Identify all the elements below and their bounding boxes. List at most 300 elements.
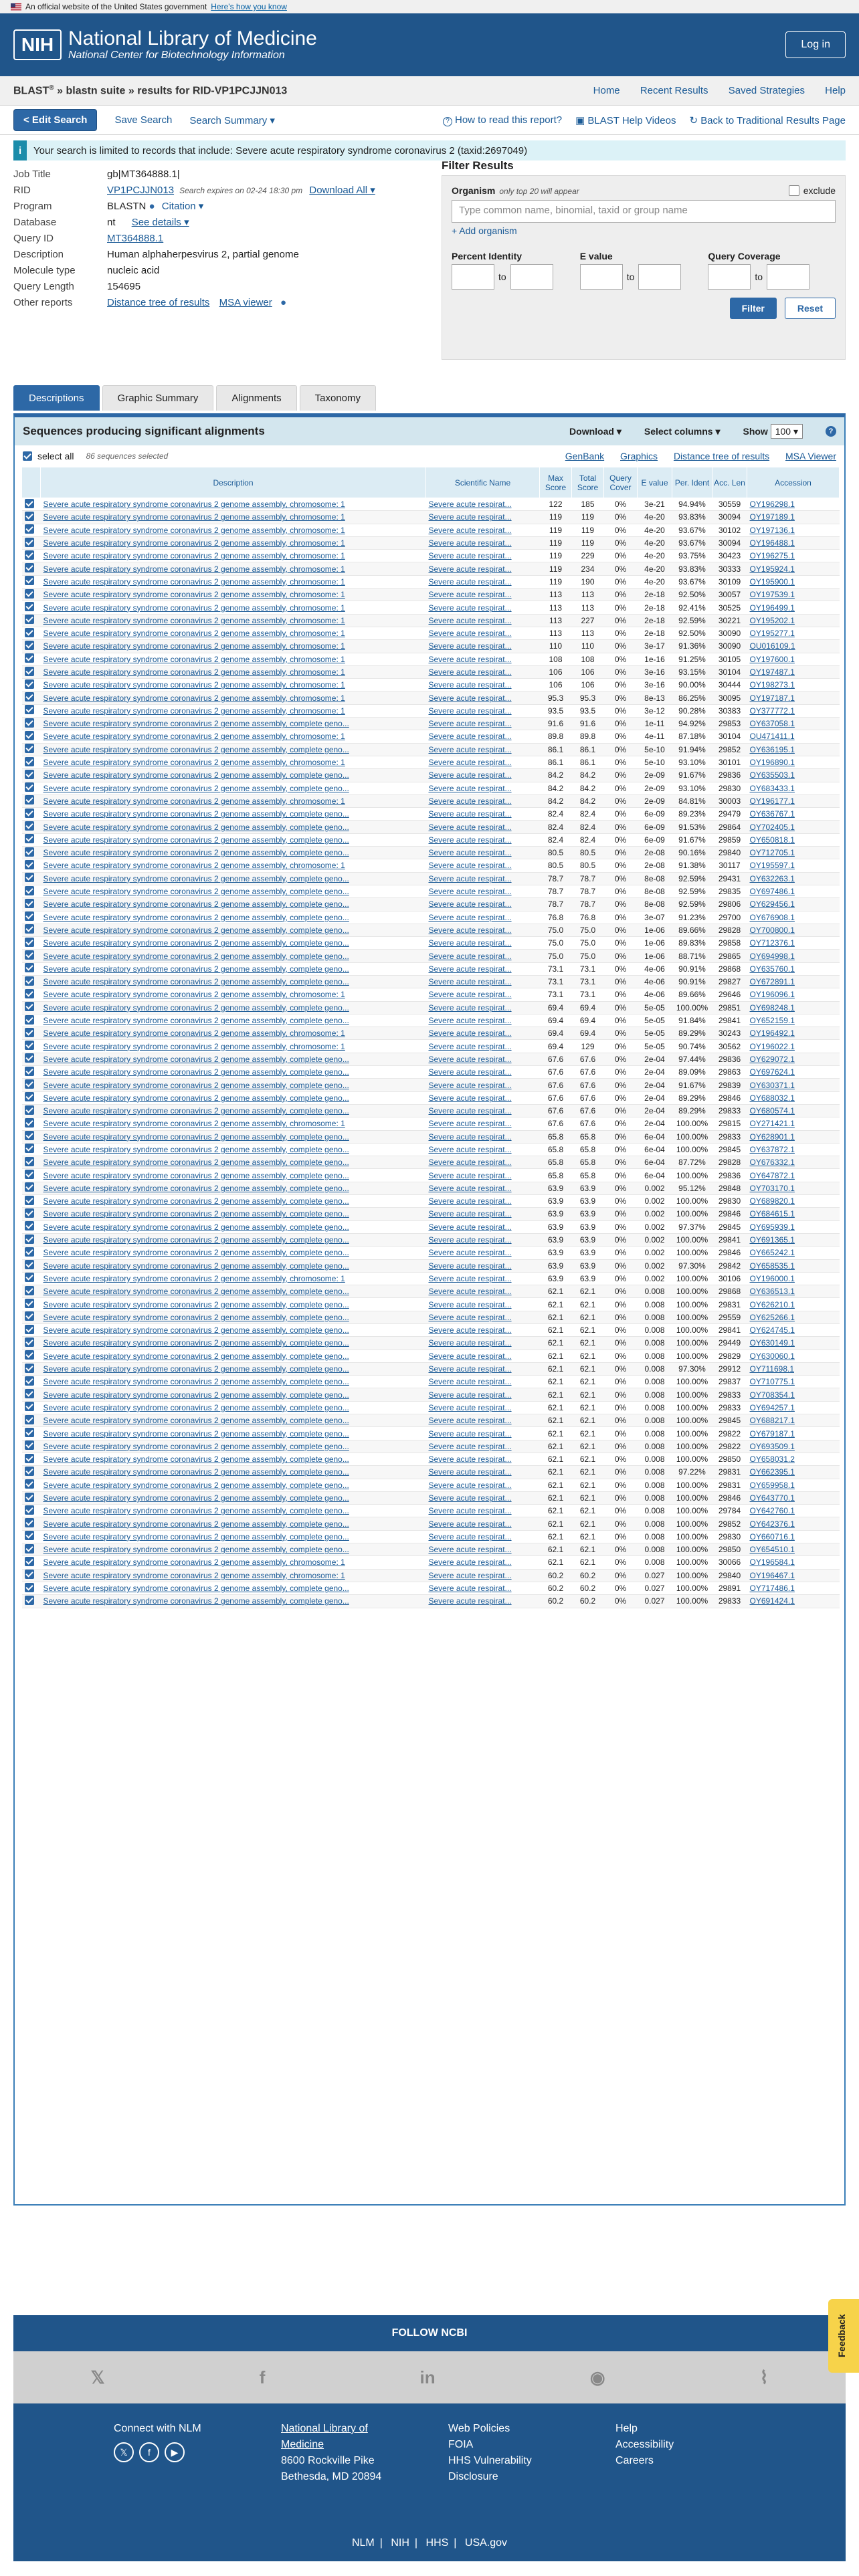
cell-scientific-name[interactable]: Severe acute respirat... [426,1440,540,1453]
row-checkbox-icon[interactable] [25,834,34,843]
cell-accession[interactable]: OY708354.1 [747,1388,840,1401]
row-checkbox-icon[interactable] [25,628,34,637]
row-checkbox-icon[interactable] [25,1092,34,1101]
careers-link[interactable]: Careers [615,2455,654,2466]
cell-accession[interactable]: OY680574.1 [747,1104,840,1117]
see-details-link[interactable]: See details ▾ [131,217,189,228]
cell-scientific-name[interactable]: Severe acute respirat... [426,962,540,975]
row-checkbox-icon[interactable] [25,1208,34,1218]
cell-description[interactable]: Severe acute respiratory syndrome coronavirus 2 genome assembly, complete geno... [41,1582,426,1594]
tab-taxonomy[interactable]: Taxonomy [300,385,376,411]
cell-description[interactable]: Severe acute respiratory syndrome coronavirus 2 genome assembly, complete geno... [41,1001,426,1014]
row-checkbox[interactable] [22,562,41,575]
cell-description[interactable]: Severe acute respiratory syndrome coronavirus 2 genome assembly, complete geno... [41,743,426,756]
cell-accession[interactable]: OY196000.1 [747,1272,840,1285]
row-checkbox[interactable] [22,511,41,524]
rss-icon[interactable]: ⌇ [759,2367,769,2387]
row-checkbox[interactable] [22,1505,41,1517]
cell-scientific-name[interactable]: Severe acute respirat... [426,1582,540,1594]
cell-scientific-name[interactable]: Severe acute respirat... [426,730,540,743]
cell-accession[interactable]: OY629072.1 [747,1053,840,1065]
citation-link[interactable]: Citation ▾ [161,201,204,212]
row-checkbox[interactable] [22,859,41,872]
download-menu[interactable]: Download ▾ [569,425,622,437]
cell-description[interactable]: Severe acute respiratory syndrome coronavirus 2 genome assembly, complete geno... [41,1169,426,1182]
login-button[interactable]: Log in [785,31,846,58]
row-checkbox[interactable] [22,1479,41,1491]
row-checkbox[interactable] [22,1569,41,1582]
row-checkbox-icon[interactable] [25,886,34,895]
cell-description[interactable]: Severe acute respiratory syndrome coronavirus 2 genome assembly, complete geno... [41,1376,426,1388]
cell-description[interactable]: Severe acute respiratory syndrome coronavirus 2 genome assembly, complete geno... [41,847,426,859]
row-checkbox-icon[interactable] [25,705,34,714]
cell-accession[interactable]: OY637058.1 [747,718,840,730]
rid-link[interactable]: VP1PCJJN013 [107,185,175,196]
cell-description[interactable]: Severe acute respiratory syndrome coronavirus 2 genome assembly, chromosome: 1 [41,627,426,639]
cell-description[interactable]: Severe acute respiratory syndrome coronavirus 2 genome assembly, chromosome: 1 [41,1040,426,1053]
row-checkbox-icon[interactable] [25,1041,34,1050]
cell-accession[interactable]: OY636767.1 [747,808,840,821]
cell-accession[interactable]: OY197487.1 [747,665,840,678]
cell-scientific-name[interactable]: Severe acute respirat... [426,640,540,653]
cell-scientific-name[interactable]: Severe acute respirat... [426,1505,540,1517]
nih-link[interactable]: NIH [391,2537,409,2549]
row-checkbox[interactable] [22,575,41,588]
feedback-button[interactable]: Feedback [828,2299,859,2373]
cell-accession[interactable]: OY697486.1 [747,885,840,897]
cell-accession[interactable]: OY630149.1 [747,1337,840,1350]
row-checkbox[interactable] [22,1156,41,1169]
cell-scientific-name[interactable]: Severe acute respirat... [426,1001,540,1014]
cell-scientific-name[interactable]: Severe acute respirat... [426,601,540,614]
cell-scientific-name[interactable]: Severe acute respirat... [426,562,540,575]
row-checkbox-icon[interactable] [25,1493,34,1502]
cell-accession[interactable]: OY195597.1 [747,859,840,872]
cell-scientific-name[interactable]: Severe acute respirat... [426,975,540,988]
row-checkbox-icon[interactable] [25,911,34,921]
filter-button[interactable]: Filter [730,298,777,319]
row-checkbox-icon[interactable] [25,1311,34,1321]
cell-description[interactable]: Severe acute respiratory syndrome coronavirus 2 genome assembly, complete geno... [41,1362,426,1375]
row-checkbox-icon[interactable] [25,860,34,869]
col-accession[interactable]: Accession [747,467,840,498]
row-checkbox-icon[interactable] [25,1235,34,1244]
percent-identity-min[interactable] [452,264,494,290]
cell-description[interactable]: Severe acute respiratory syndrome coronavirus 2 genome assembly, complete geno... [41,1195,426,1208]
row-checkbox-icon[interactable] [25,1144,34,1153]
cell-scientific-name[interactable]: Severe acute respirat... [426,1337,540,1350]
cell-description[interactable]: Severe acute respiratory syndrome coronavirus 2 genome assembly, complete geno... [41,1247,426,1259]
cell-accession[interactable]: OY697624.1 [747,1066,840,1079]
linkedin-icon[interactable]: in [419,2367,436,2387]
cell-accession[interactable]: OY683433.1 [747,782,840,794]
cell-scientific-name[interactable]: Severe acute respirat... [426,1401,540,1414]
row-checkbox[interactable] [22,1350,41,1362]
cell-description[interactable]: Severe acute respiratory syndrome coronavirus 2 genome assembly, chromosome: 1 [41,1117,426,1130]
cell-scientific-name[interactable]: Severe acute respirat... [426,1517,540,1530]
cell-accession[interactable]: OY660716.1 [747,1530,840,1543]
row-checkbox-icon[interactable] [25,1196,34,1205]
cell-scientific-name[interactable]: Severe acute respirat... [426,1298,540,1311]
cell-scientific-name[interactable]: Severe acute respirat... [426,550,540,562]
cell-description[interactable]: Severe acute respiratory syndrome coronavirus 2 genome assembly, complete geno... [41,1350,426,1362]
row-checkbox-icon[interactable] [25,615,34,624]
row-checkbox-icon[interactable] [25,938,34,947]
cell-description[interactable]: Severe acute respiratory syndrome coronavirus 2 genome assembly, complete geno... [41,911,426,924]
cell-description[interactable]: Severe acute respiratory syndrome coronavirus 2 genome assembly, complete geno... [41,898,426,911]
row-checkbox[interactable] [22,1414,41,1427]
cell-accession[interactable]: OY632263.1 [747,872,840,885]
row-checkbox[interactable] [22,524,41,536]
cell-description[interactable]: Severe acute respiratory syndrome coronavirus 2 genome assembly, complete geno... [41,1530,426,1543]
twitter-icon[interactable]: 𝕏 [90,2367,105,2387]
row-checkbox-icon[interactable] [25,550,34,560]
cell-scientific-name[interactable]: Severe acute respirat... [426,1195,540,1208]
cell-scientific-name[interactable]: Severe acute respirat... [426,769,540,782]
cell-scientific-name[interactable]: Severe acute respirat... [426,588,540,601]
cell-description[interactable]: Severe acute respiratory syndrome coronavirus 2 genome assembly, complete geno... [41,1208,426,1220]
row-checkbox[interactable] [22,1440,41,1453]
row-checkbox-icon[interactable] [25,1364,34,1373]
cell-description[interactable]: Severe acute respiratory syndrome coronavirus 2 genome assembly, complete geno... [41,1156,426,1169]
row-checkbox-icon[interactable] [25,1596,34,1605]
cell-accession[interactable]: OU016109.1 [747,640,840,653]
cell-accession[interactable]: OY672891.1 [747,975,840,988]
cell-description[interactable]: Severe acute respiratory syndrome coronavirus 2 genome assembly, complete geno... [41,1091,426,1104]
cell-description[interactable]: Severe acute respiratory syndrome coronavirus 2 genome assembly, complete geno... [41,1466,426,1479]
cell-description[interactable]: Severe acute respiratory syndrome coronavirus 2 genome assembly, complete geno... [41,1427,426,1440]
cell-description[interactable]: Severe acute respiratory syndrome coronavirus 2 genome assembly, chromosome: 1 [41,679,426,691]
cell-description[interactable]: Severe acute respiratory syndrome coronavirus 2 genome assembly, complete geno... [41,937,426,950]
cell-scientific-name[interactable]: Severe acute respirat... [426,1259,540,1272]
cell-accession[interactable]: OY271421.1 [747,1117,840,1130]
organism-input[interactable]: Type common name, binomial, taxid or group name [452,200,836,223]
cell-scientific-name[interactable]: Severe acute respirat... [426,1169,540,1182]
cell-accession[interactable]: OY197136.1 [747,524,840,536]
cell-scientific-name[interactable]: Severe acute respirat... [426,511,540,524]
row-checkbox[interactable] [22,872,41,885]
row-checkbox[interactable] [22,665,41,678]
row-checkbox-icon[interactable] [25,1002,34,1011]
save-search-link[interactable]: Save Search [114,114,173,126]
cell-description[interactable]: Severe acute respiratory syndrome coronavirus 2 genome assembly, complete geno... [41,1479,426,1491]
address-line[interactable]: Medicine [281,2439,324,2450]
cell-scientific-name[interactable]: Severe acute respirat... [426,1130,540,1143]
cell-description[interactable]: Severe acute respiratory syndrome coronavirus 2 genome assembly, complete geno... [41,1143,426,1156]
footer-youtube-icon[interactable]: ▶ [165,2442,185,2462]
cell-accession[interactable]: OY711698.1 [747,1362,840,1375]
cell-scientific-name[interactable]: Severe acute respirat... [426,1491,540,1504]
cell-description[interactable]: Severe acute respiratory syndrome coronavirus 2 genome assembly, chromosome: 1 [41,575,426,588]
row-checkbox[interactable] [22,679,41,691]
cell-description[interactable]: Severe acute respiratory syndrome coronavirus 2 genome assembly, complete geno... [41,1014,426,1027]
row-checkbox[interactable] [22,1285,41,1298]
help-icon[interactable]: ? [826,426,836,437]
row-checkbox[interactable] [22,833,41,846]
cell-description[interactable]: Severe acute respiratory syndrome coronavirus 2 genome assembly, chromosome: 1 [41,1556,426,1569]
cell-description[interactable]: Severe acute respiratory syndrome coronavirus 2 genome assembly, chromosome: 1 [41,859,426,872]
cell-accession[interactable]: OY377772.1 [747,704,840,717]
row-checkbox-icon[interactable] [25,1028,34,1037]
cell-description[interactable]: Severe acute respiratory syndrome coronavirus 2 genome assembly, chromosome: 1 [41,665,426,678]
cell-accession[interactable]: OY195924.1 [747,562,840,575]
cell-scientific-name[interactable]: Severe acute respirat... [426,536,540,549]
cell-accession[interactable]: OY196275.1 [747,550,840,562]
row-checkbox-icon[interactable] [25,1221,34,1230]
row-checkbox-icon[interactable] [25,1428,34,1437]
row-checkbox[interactable] [22,1027,41,1040]
cell-scientific-name[interactable]: Severe acute respirat... [426,885,540,897]
row-checkbox[interactable] [22,1517,41,1530]
row-checkbox-icon[interactable] [25,1531,34,1540]
cell-accession[interactable]: OY196488.1 [747,536,840,549]
row-checkbox[interactable] [22,1582,41,1594]
row-checkbox[interactable] [22,808,41,821]
row-checkbox[interactable] [22,1311,41,1323]
cell-description[interactable]: Severe acute respiratory syndrome coronavirus 2 genome assembly, complete geno... [41,885,426,897]
cell-scientific-name[interactable]: Severe acute respirat... [426,859,540,872]
reports-help-icon[interactable]: ● [280,296,287,308]
cell-accession[interactable]: OY703170.1 [747,1182,840,1194]
cell-description[interactable]: Severe acute respiratory syndrome coronavirus 2 genome assembly, complete geno... [41,808,426,821]
row-checkbox[interactable] [22,937,41,950]
cell-accession[interactable]: OY698248.1 [747,1001,840,1014]
help-videos-link[interactable] [575,114,676,126]
row-checkbox-icon[interactable] [25,1402,34,1411]
row-checkbox[interactable] [22,1169,41,1182]
cell-accession[interactable]: OY196584.1 [747,1556,840,1569]
cell-scientific-name[interactable]: Severe acute respirat... [426,924,540,936]
row-checkbox[interactable] [22,718,41,730]
cell-accession[interactable]: OY624745.1 [747,1324,840,1337]
search-summary-link[interactable]: Search Summary ▾ [189,114,275,126]
row-checkbox[interactable] [22,1453,41,1465]
row-checkbox-icon[interactable] [25,1467,34,1476]
cell-accession[interactable]: OY662395.1 [747,1466,840,1479]
github-icon[interactable]: ◉ [589,2367,605,2387]
cell-accession[interactable]: OY694998.1 [747,950,840,962]
cell-scientific-name[interactable]: Severe acute respirat... [426,665,540,678]
cell-description[interactable]: Severe acute respiratory syndrome coronavirus 2 genome assembly, chromosome: 1 [41,562,426,575]
row-checkbox[interactable] [22,1259,41,1272]
cell-accession[interactable]: OY637872.1 [747,1143,840,1156]
footer-facebook-icon[interactable]: f [139,2442,159,2462]
cell-accession[interactable]: OY676908.1 [747,911,840,924]
row-checkbox-icon[interactable] [25,563,34,572]
cell-accession[interactable]: OY710775.1 [747,1376,840,1388]
cell-scientific-name[interactable]: Severe acute respirat... [426,498,540,511]
cell-scientific-name[interactable]: Severe acute respirat... [426,1543,540,1556]
row-checkbox-icon[interactable] [25,1325,34,1334]
cell-scientific-name[interactable]: Severe acute respirat... [426,937,540,950]
cell-scientific-name[interactable]: Severe acute respirat... [426,704,540,717]
cell-accession[interactable]: OY659958.1 [747,1479,840,1491]
cell-accession[interactable]: OY196022.1 [747,1040,840,1053]
row-checkbox-icon[interactable] [25,499,34,508]
row-checkbox-icon[interactable] [25,679,34,689]
cell-scientific-name[interactable]: Severe acute respirat... [426,782,540,794]
row-checkbox[interactable] [22,1376,41,1388]
nlm-brand[interactable] [13,28,317,62]
row-checkbox[interactable] [22,924,41,936]
row-checkbox[interactable] [22,1208,41,1220]
query-id-link[interactable]: MT364888.1 [107,232,164,244]
msa-viewer-link[interactable]: MSA viewer [219,296,272,308]
row-checkbox-icon[interactable] [25,1557,34,1566]
cell-scientific-name[interactable]: Severe acute respirat... [426,1311,540,1323]
tab-alignments[interactable]: Alignments [216,385,296,411]
row-checkbox[interactable] [22,1233,41,1246]
cell-description[interactable]: Severe acute respiratory syndrome coronavirus 2 genome assembly, complete geno... [41,1595,426,1608]
query-coverage-min[interactable] [708,264,751,290]
cell-description[interactable]: Severe acute respiratory syndrome coronavirus 2 genome assembly, complete geno... [41,975,426,988]
cell-description[interactable]: Severe acute respiratory syndrome coronavirus 2 genome assembly, chromosome: 1 [41,511,426,524]
cell-accession[interactable]: OY712705.1 [747,847,840,859]
row-checkbox-icon[interactable] [25,782,34,792]
cell-accession[interactable]: OY700800.1 [747,924,840,936]
row-checkbox-icon[interactable] [25,512,34,521]
program-help-icon[interactable]: ● [149,201,155,212]
nav-help[interactable]: Help [825,85,846,96]
cell-description[interactable]: Severe acute respiratory syndrome coronavirus 2 genome assembly, chromosome: 1 [41,691,426,704]
select-columns-menu[interactable]: Select columns ▾ [644,425,721,437]
row-checkbox-icon[interactable] [25,602,34,611]
row-checkbox-icon[interactable] [25,1105,34,1115]
cell-scientific-name[interactable]: Severe acute respirat... [426,614,540,627]
download-all-link[interactable]: Download All ▾ [309,185,375,196]
cell-description[interactable]: Severe acute respiratory syndrome coronavirus 2 genome assembly, chromosome: 1 [41,524,426,536]
cell-scientific-name[interactable]: Severe acute respirat... [426,627,540,639]
row-checkbox[interactable] [22,1298,41,1311]
how-to-read-link[interactable] [443,114,562,126]
col-max-score[interactable]: Max Score [540,467,572,498]
cell-scientific-name[interactable]: Severe acute respirat... [426,1453,540,1465]
cell-scientific-name[interactable]: Severe acute respirat... [426,1569,540,1582]
row-checkbox-icon[interactable] [25,1260,34,1269]
cell-description[interactable]: Severe acute respiratory syndrome coronavirus 2 genome assembly, chromosome: 1 [41,1272,426,1285]
cell-description[interactable]: Severe acute respiratory syndrome coronavirus 2 genome assembly, complete geno... [41,769,426,782]
cell-scientific-name[interactable]: Severe acute respirat... [426,691,540,704]
web-policies-link[interactable]: Web Policies [448,2423,510,2434]
nav-saved-strategies[interactable]: Saved Strategies [728,85,805,96]
cell-description[interactable]: Severe acute respiratory syndrome coronavirus 2 genome assembly, chromosome: 1 [41,640,426,653]
row-checkbox[interactable] [22,911,41,924]
row-checkbox-icon[interactable] [25,1247,34,1257]
cell-description[interactable]: Severe acute respiratory syndrome coronavirus 2 genome assembly, complete geno... [41,1311,426,1323]
cell-description[interactable]: Severe acute respiratory syndrome coronavirus 2 genome assembly, complete geno... [41,1259,426,1272]
row-checkbox[interactable] [22,794,41,807]
row-checkbox-icon[interactable] [25,1053,34,1063]
exclude-toggle[interactable] [789,185,836,196]
cell-scientific-name[interactable]: Severe acute respirat... [426,1427,540,1440]
cell-scientific-name[interactable]: Severe acute respirat... [426,1040,540,1053]
cell-description[interactable]: Severe acute respiratory syndrome coronavirus 2 genome assembly, complete geno... [41,1182,426,1194]
cell-scientific-name[interactable]: Severe acute respirat... [426,524,540,536]
cell-accession[interactable]: OY676332.1 [747,1156,840,1169]
cell-accession[interactable]: OY197187.1 [747,691,840,704]
usagov-link[interactable]: USA.gov [464,2537,508,2549]
cell-accession[interactable]: OY197539.1 [747,588,840,601]
row-checkbox-icon[interactable] [25,576,34,585]
cell-scientific-name[interactable]: Severe acute respirat... [426,743,540,756]
row-checkbox-icon[interactable] [25,1286,34,1295]
cell-description[interactable]: Severe acute respiratory syndrome coronavirus 2 genome assembly, chromosome: 1 [41,1027,426,1040]
cell-description[interactable]: Severe acute respiratory syndrome coronavirus 2 genome assembly, complete geno... [41,1337,426,1350]
row-checkbox[interactable] [22,975,41,988]
row-checkbox-icon[interactable] [25,1079,34,1089]
query-coverage-max[interactable] [767,264,809,290]
foia-link[interactable]: FOIA [448,2439,474,2450]
row-checkbox-icon[interactable] [25,692,34,702]
cell-scientific-name[interactable]: Severe acute respirat... [426,1530,540,1543]
row-checkbox-icon[interactable] [25,1067,34,1076]
row-checkbox-icon[interactable] [25,976,34,986]
cell-scientific-name[interactable]: Severe acute respirat... [426,653,540,665]
cell-scientific-name[interactable]: Severe acute respirat... [426,1208,540,1220]
row-checkbox-icon[interactable] [25,718,34,728]
cell-description[interactable]: Severe acute respiratory syndrome coronavirus 2 genome assembly, complete geno... [41,1414,426,1427]
nav-recent-results[interactable]: Recent Results [640,85,708,96]
percent-identity-max[interactable] [510,264,553,290]
row-checkbox-icon[interactable] [25,1337,34,1347]
cell-scientific-name[interactable]: Severe acute respirat... [426,1014,540,1027]
row-checkbox[interactable] [22,627,41,639]
cell-accession[interactable]: OY652159.1 [747,1014,840,1027]
cell-scientific-name[interactable]: Severe acute respirat... [426,1104,540,1117]
cell-scientific-name[interactable]: Severe acute respirat... [426,1479,540,1491]
row-checkbox[interactable] [22,1466,41,1479]
row-checkbox[interactable] [22,588,41,601]
cell-description[interactable]: Severe acute respiratory syndrome coronavirus 2 genome assembly, chromosome: 1 [41,550,426,562]
row-checkbox-icon[interactable] [25,1170,34,1179]
cell-accession[interactable]: OY691424.1 [747,1595,840,1608]
cell-accession[interactable]: OY630371.1 [747,1079,840,1091]
cell-description[interactable]: Severe acute respiratory syndrome coronavirus 2 genome assembly, complete geno... [41,950,426,962]
row-checkbox-icon[interactable] [25,589,34,599]
row-checkbox-icon[interactable] [25,757,34,766]
cell-description[interactable]: Severe acute respiratory syndrome coronavirus 2 genome assembly, complete geno... [41,1079,426,1091]
cell-description[interactable]: Severe acute respiratory syndrome coronavirus 2 genome assembly, complete geno... [41,1104,426,1117]
cell-scientific-name[interactable]: Severe acute respirat... [426,1053,540,1065]
cell-scientific-name[interactable]: Severe acute respirat... [426,950,540,962]
cell-scientific-name[interactable]: Severe acute respirat... [426,1233,540,1246]
cell-scientific-name[interactable]: Severe acute respirat... [426,808,540,821]
cell-accession[interactable]: OY196492.1 [747,1027,840,1040]
nlm-link[interactable]: NLM [351,2537,375,2549]
cell-description[interactable]: Severe acute respiratory syndrome coronavirus 2 genome assembly, complete geno... [41,1453,426,1465]
cell-description[interactable]: Severe acute respiratory syndrome coronavirus 2 genome assembly, complete geno... [41,924,426,936]
cell-accession[interactable]: OY695939.1 [747,1220,840,1233]
cell-scientific-name[interactable]: Severe acute respirat... [426,794,540,807]
cell-accession[interactable]: OY688032.1 [747,1091,840,1104]
cell-accession[interactable]: OY691365.1 [747,1233,840,1246]
row-checkbox-icon[interactable] [25,1583,34,1592]
cell-scientific-name[interactable]: Severe acute respirat... [426,1414,540,1427]
cell-description[interactable]: Severe acute respiratory syndrome coronavirus 2 genome assembly, complete geno... [41,1220,426,1233]
cell-accession[interactable]: OY679187.1 [747,1427,840,1440]
row-checkbox[interactable] [22,898,41,911]
cell-scientific-name[interactable]: Severe acute respirat... [426,988,540,1001]
cell-description[interactable]: Severe acute respiratory syndrome coronavirus 2 genome assembly, chromosome: 1 [41,988,426,1001]
graphics-link[interactable]: Graphics [620,451,658,461]
cell-accession[interactable]: OY636195.1 [747,743,840,756]
row-checkbox[interactable] [22,1130,41,1143]
cell-scientific-name[interactable]: Severe acute respirat... [426,1350,540,1362]
hhs-vulnerability-link[interactable]: HHS Vulnerability [448,2455,532,2466]
row-checkbox[interactable] [22,950,41,962]
cell-description[interactable]: Severe acute respiratory syndrome coronavirus 2 genome assembly, chromosome: 1 [41,588,426,601]
cell-description[interactable]: Severe acute respiratory syndrome coronavirus 2 genome assembly, complete geno... [41,1053,426,1065]
